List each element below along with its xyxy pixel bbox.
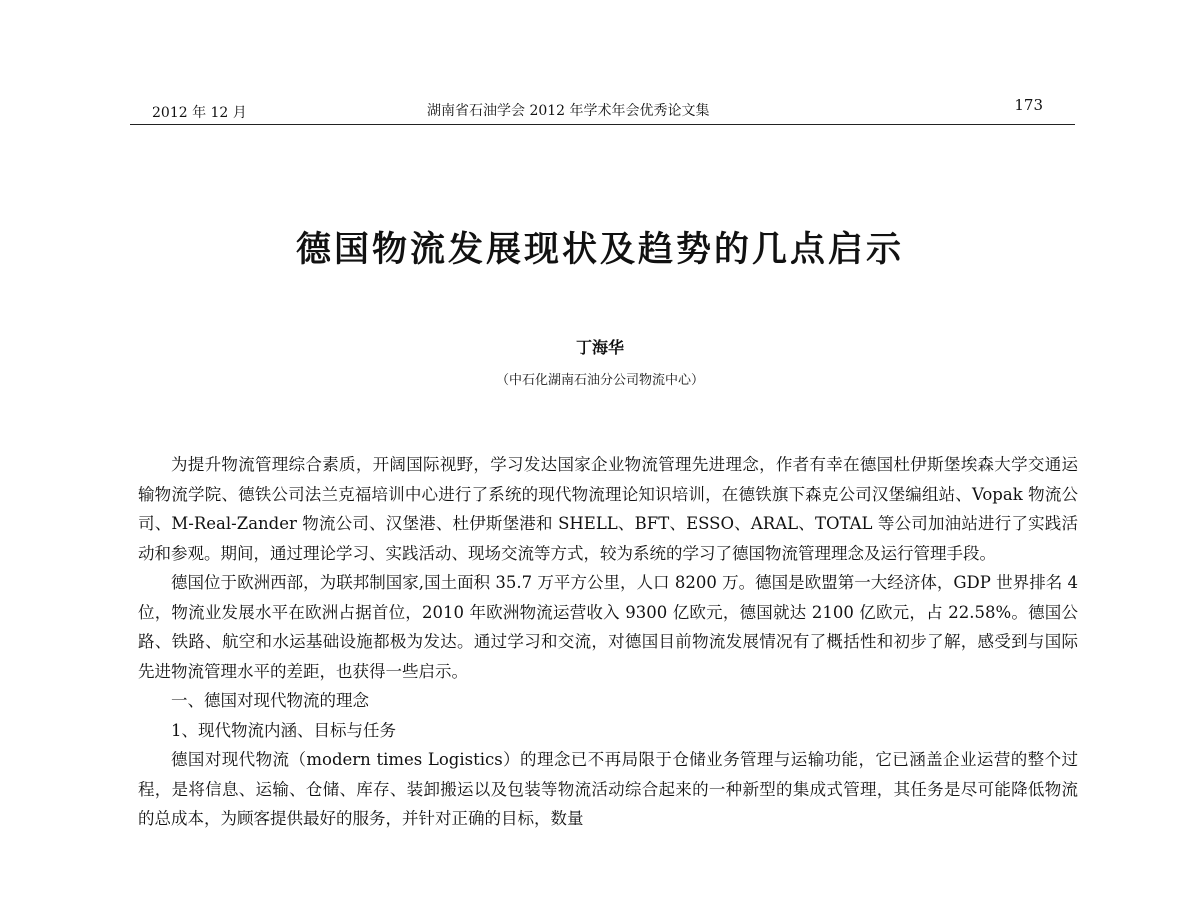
article-body [138,450,1078,834]
author-name: 丁海华 [575,338,624,357]
header-date: 2012 年 12 月 [152,105,247,121]
section-heading: 一、德国对现代物流的理念 [171,691,369,710]
subsection-heading: 1、现代物流内涵、目标与任务 [171,720,396,740]
running-header [130,92,1075,125]
paragraph: 德国对现代物流（modern times Logistics）的理念已不再局限于仓储业务管理与运输功能，它已涵盖企业运营的整个过程，是将信息、运输、仓储、库存、装卸搬运以及包装等物流活动综合起来的一种新型的集成式管理，其任务是尽可能降低物流的总成本，为顾客提供最好的服务，并针对正确的目标，数量 [138,750,1078,828]
paragraph: 德国位于欧洲西部，为联邦制国家,国土面积 35.7 万平方公里，人口 8200 万。德国是欧盟第一大经济体，GDP 世界排名 4 位，物流业发展水平在欧洲占据首位，2010 年欧洲物流运营收入 9300 亿欧元，德国就达 2100 亿欧元，占 22.58%。德国公路、铁路、航空和水运基础设施都极为发达。通过学习和交流，对德国目前物流发展情况有了概括性和初步了解，感受到与国际先进物流管理水平的差距，也获得一些启示。 [138,573,1078,681]
paragraph: 为提升物流管理综合素质，开阔国际视野，学习发达国家企业物流管理先进理念，作者有幸在德国杜伊斯堡埃森大学交通运输物流学院、德铁公司法兰克福培训中心进行了系统的现代物流理论知识培训，在德铁旗下森克公司汉堡编组站、Vopak 物流公司、M-Real-Zander 物流公司、汉堡港、杜伊斯堡港和 SHELL、BFT、ESSO、ARAL、TOTAL 等公司加油站进行了实践活动和参观。期间，通过理论学习、实践活动、现场交流等方式，较为系统的学习了德国物流管理理念及运行管理手段。 [138,455,1078,563]
header-journal-title: 湖南省石油学会 2012 年学术年会优秀论文集 [427,103,710,119]
author-affiliation: （中石化湖南石油分公司物流中心） [495,373,704,388]
article-title: 德国物流发展现状及趋势的几点启示 [295,230,904,270]
page-number: 173 [1014,96,1043,114]
